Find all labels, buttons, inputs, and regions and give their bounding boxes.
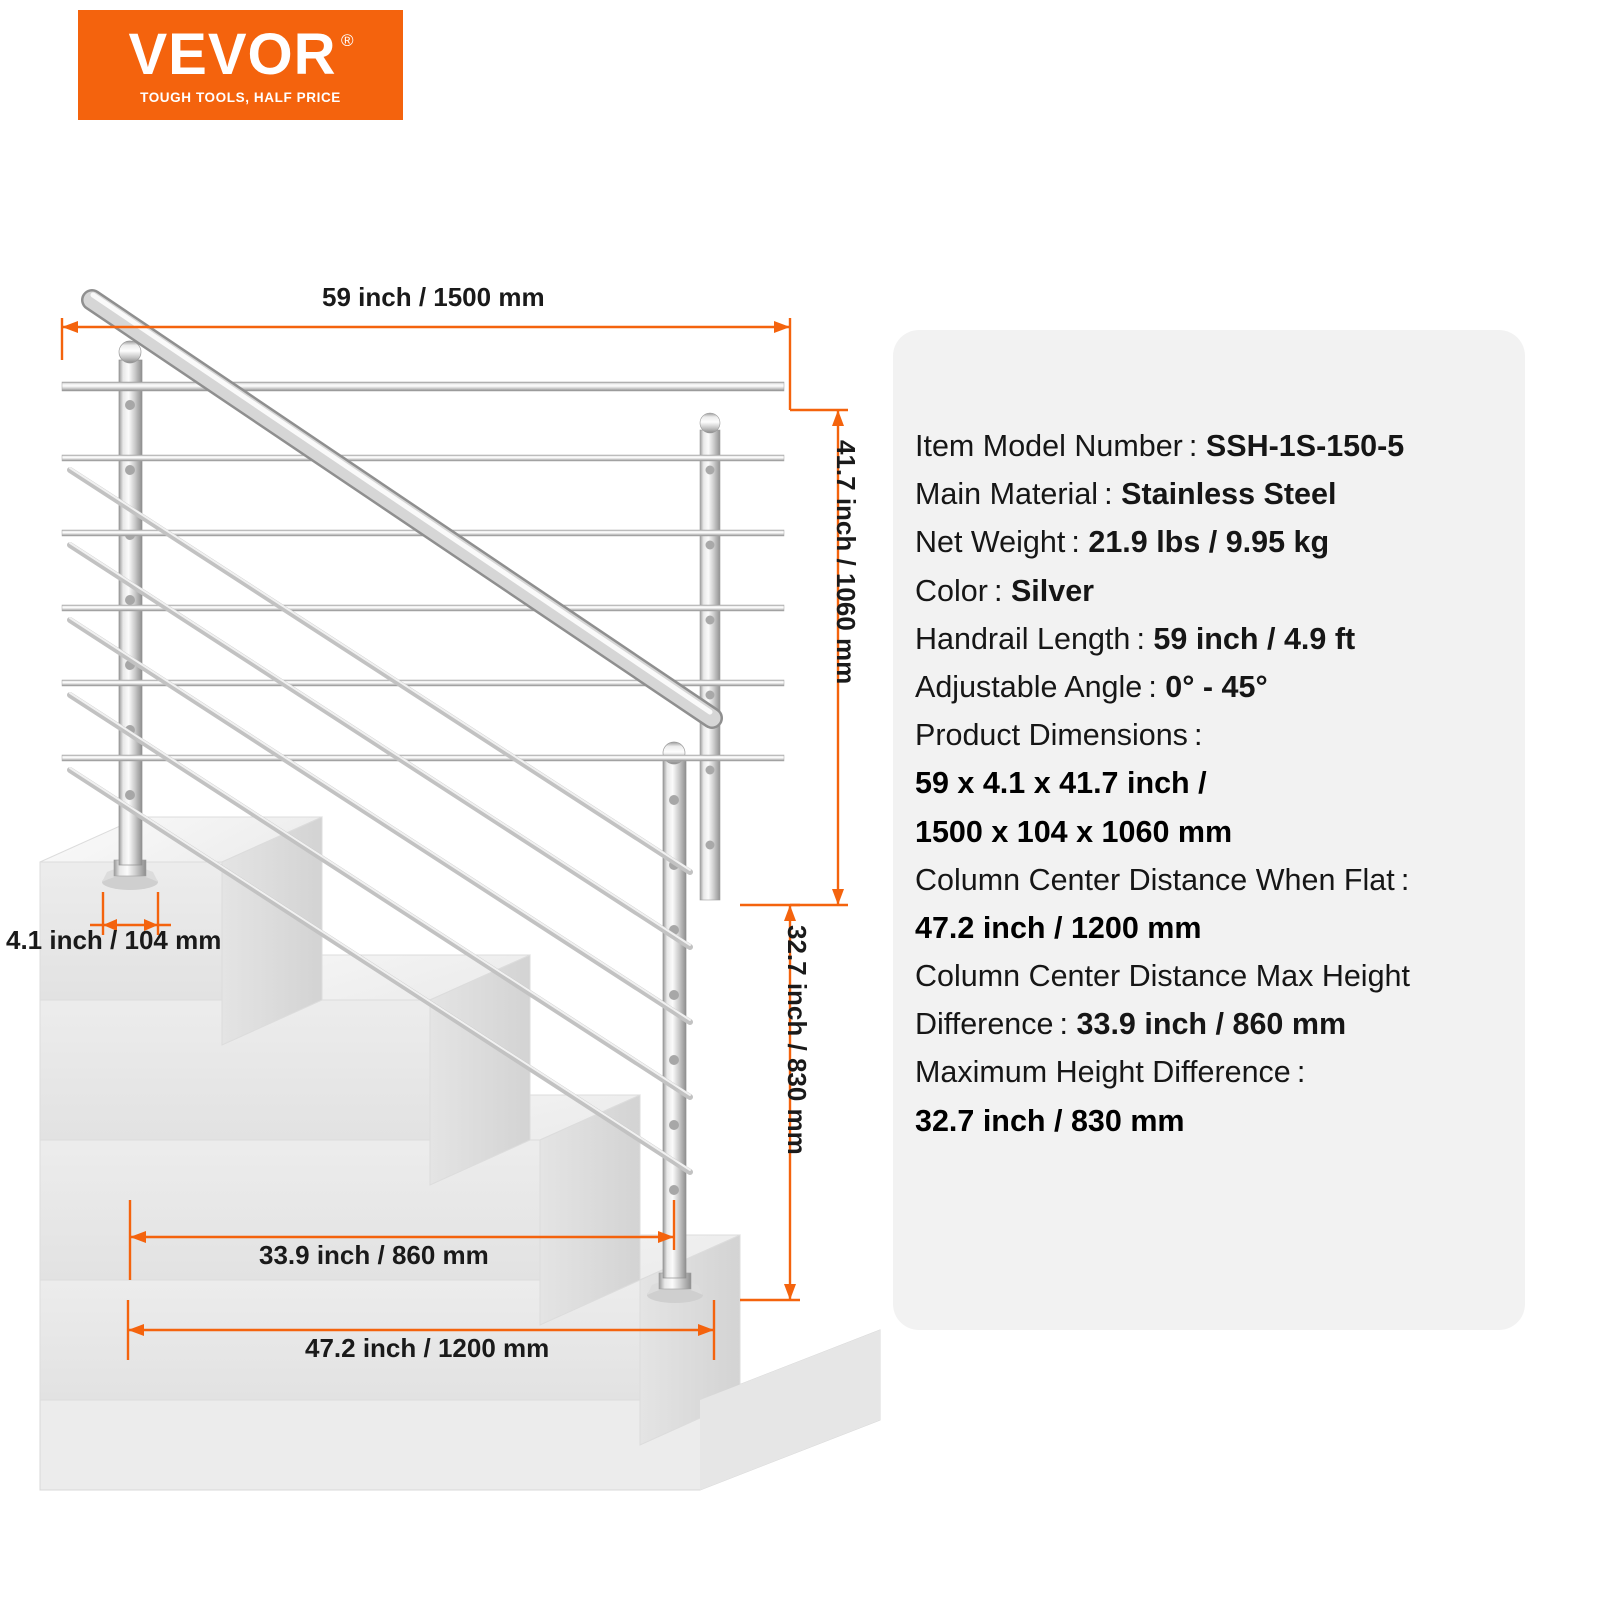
logo-brand-text: VEVOR <box>128 21 337 87</box>
spec-value-color: Silver <box>1010 573 1095 608</box>
spec-value-model: SSH-1S-150-5 <box>1205 429 1405 463</box>
spec-row-model <box>915 422 1505 470</box>
logo-tagline: TOUGH TOOLS, HALF PRICE <box>140 89 341 105</box>
spec-label-adjustable-angle: Adjustable Angle : <box>915 669 1157 704</box>
spec-label-net-weight: Net Weight : <box>915 525 1080 560</box>
spec-label-maximum-height-difference: Maximum Height Difference : <box>915 1055 1306 1090</box>
spec-row-adjustable-angle <box>915 663 1505 711</box>
spec-row-color <box>915 567 1505 615</box>
sloped-handrail <box>92 295 712 718</box>
dim-label-overall-height: 41.7 inch / 1060 mm <box>831 440 861 685</box>
spec-label-difference: Difference : <box>915 1007 1069 1042</box>
rear-post <box>700 413 720 900</box>
spec-value-adjustable-angle: 0° - 45° <box>1165 669 1268 704</box>
spec-row-column-center-max-height <box>915 952 1505 1000</box>
dim-label-top-width: 59 inch / 1500 mm <box>322 282 545 312</box>
dim-label-post-base-width: 4.1 inch / 104 mm <box>6 925 222 955</box>
spec-value-product-dimensions-mm: 1500 x 104 x 1060 mm <box>915 814 1233 849</box>
spec-row-handrail-length <box>915 615 1505 663</box>
dim-label-column-center-max-height-diff: 33.9 inch / 860 mm <box>259 1240 489 1270</box>
spec-label-column-center-flat: Column Center Distance When Flat : <box>915 862 1410 897</box>
spec-value-column-center-flat: 47.2 inch / 1200 mm <box>915 910 1202 945</box>
spec-label-product-dimensions: Product Dimensions : <box>915 718 1203 753</box>
spec-value-net-weight: 21.9 lbs / 9.95 kg <box>1088 525 1330 560</box>
spec-row-difference <box>915 1000 1505 1048</box>
spec-row-product-dimensions <box>915 711 1505 759</box>
spec-row-maximum-height-difference <box>915 1048 1505 1096</box>
spec-label-column-center-max-height: Column Center Distance Max Height <box>915 959 1410 994</box>
spec-value-difference: 33.9 inch / 860 mm <box>1076 1007 1347 1042</box>
concrete-stairs <box>40 817 880 1490</box>
spec-row-net-weight <box>915 518 1505 566</box>
spec-row-material <box>915 470 1505 518</box>
spec-label-color: Color : <box>915 573 1003 608</box>
specification-panel <box>893 330 1525 1330</box>
spec-label-model: Item Model Number : <box>915 429 1198 463</box>
spec-label-handrail-length: Handrail Length : <box>915 621 1145 656</box>
spec-label-material: Main Material : <box>915 477 1113 512</box>
spec-row-column-center-flat <box>915 856 1505 904</box>
spec-value-maximum-height-difference: 32.7 inch / 830 mm <box>915 1103 1185 1138</box>
spec-value-material: Stainless Steel <box>1121 477 1337 512</box>
dim-label-max-height-difference: 32.7 inch / 830 mm <box>782 925 812 1155</box>
dim-label-column-center-distance-flat: 47.2 inch / 1200 mm <box>305 1333 550 1363</box>
spec-value-handrail-length: 59 inch / 4.9 ft <box>1153 621 1356 656</box>
spec-value-product-dimensions-inch: 59 x 4.1 x 41.7 inch / <box>915 766 1207 801</box>
registered-trademark-icon: ® <box>341 30 355 50</box>
